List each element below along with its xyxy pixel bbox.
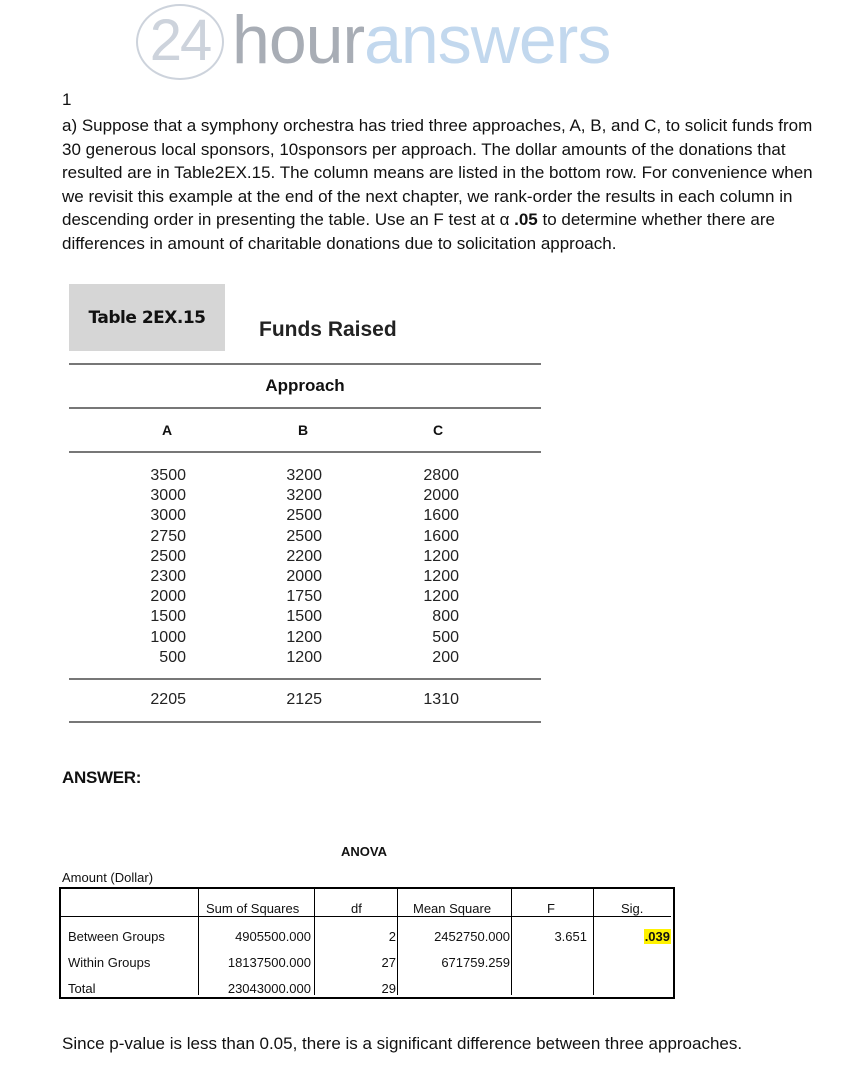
column-values-a: 3500 3000 3000 2750 2500 2300 2000 1500 1000 500	[150, 467, 186, 666]
anova-divider-5	[593, 889, 594, 995]
anova-row-total-df: 29	[381, 981, 396, 996]
anova-row-between-f: 3.651	[554, 929, 587, 944]
column-header-c: C	[432, 422, 444, 438]
question-number: 1	[62, 90, 72, 109]
anova-row-within-label: Within Groups	[68, 955, 151, 970]
anova-row-total-label: Total	[68, 981, 96, 996]
column-header-a: A	[161, 422, 173, 438]
anova-divider-4	[511, 889, 512, 995]
anova-divider-2	[314, 889, 315, 995]
table-title: Funds Raised	[259, 318, 397, 341]
column-header-b: B	[297, 422, 309, 438]
column-values-c: 2800 2000 1600 1600 1200 1200 1200 800 500 200	[423, 467, 459, 666]
anova-header-df: df	[351, 901, 362, 916]
anova-row-within-ss: 18137500.000	[227, 955, 311, 970]
table-label: Table 2EX.15	[69, 284, 225, 351]
anova-row-between-ms: 2452750.000	[434, 929, 510, 944]
sig-highlight: .039	[644, 929, 670, 944]
anova-table	[59, 887, 675, 999]
dependent-variable-label: Amount (Dollar)	[62, 870, 154, 885]
anova-row-between-ss: 4905500.000	[235, 929, 311, 944]
column-mean-c: 1310	[423, 691, 459, 708]
column-mean-a: 2205	[150, 691, 186, 708]
anova-title: ANOVA	[341, 844, 387, 859]
alpha-symbol: α	[499, 210, 510, 229]
anova-row-between-label: Between Groups	[68, 929, 165, 944]
logo-number: 24	[149, 8, 211, 73]
anova-header-f: F	[547, 901, 555, 916]
question-text-part2: to determine whether there are differences in amount of charitable donations due to solicitation approach.	[62, 210, 775, 253]
table-rule-top	[69, 363, 541, 365]
anova-header-ms: Mean Square	[413, 901, 492, 916]
site-logo	[134, 2, 714, 78]
table-rule-means	[69, 678, 541, 680]
alpha-value: .05	[514, 210, 538, 229]
anova-header-ss: Sum of Squares	[206, 901, 300, 916]
question-text	[62, 114, 832, 255]
anova-row-within-ms: 671759.259	[441, 955, 510, 970]
table-rule-bottom	[69, 721, 541, 723]
anova-divider-1	[198, 889, 199, 995]
conclusion-text: Since p-value is less than 0.05, there is a significant difference between three approaches.	[62, 1034, 743, 1053]
logo-word-answers: answers	[364, 2, 611, 78]
table-rule-header	[69, 451, 541, 453]
logo-wordmark	[232, 0, 610, 80]
table-rule-spanner	[69, 407, 541, 409]
anova-header-rule	[61, 916, 671, 917]
column-mean-b: 2125	[286, 691, 322, 708]
anova-header-sig: Sig.	[621, 901, 644, 916]
answer-label: ANSWER:	[62, 768, 142, 787]
anova-row-between-sig	[644, 929, 671, 944]
table-spanner-approach: Approach	[265, 376, 345, 395]
anova-row-within-df: 27	[381, 955, 396, 970]
anova-row-between-df: 2	[388, 929, 396, 944]
column-values-b: 3200 3200 2500 2500 2200 2000 1750 1500 1200 1200	[286, 467, 322, 666]
anova-row-total-ss: 23043000.000	[227, 981, 311, 996]
logo-word-hour: hour	[232, 2, 365, 78]
question-text-part1: a) Suppose that a symphony orchestra has tried three approaches, A, B, and C, to solicit funds from 30 generous local sponsors, 10sponsors per approach. The dollar amounts of the donations that resulted are in Table2EX.15. The column means are listed in the bottom row. For convenience when we revisit this example at the end of the next chapter, we rank-order the results in each column in descending order in presenting the table. Use an F test at	[62, 116, 813, 229]
anova-divider-3	[397, 889, 398, 995]
